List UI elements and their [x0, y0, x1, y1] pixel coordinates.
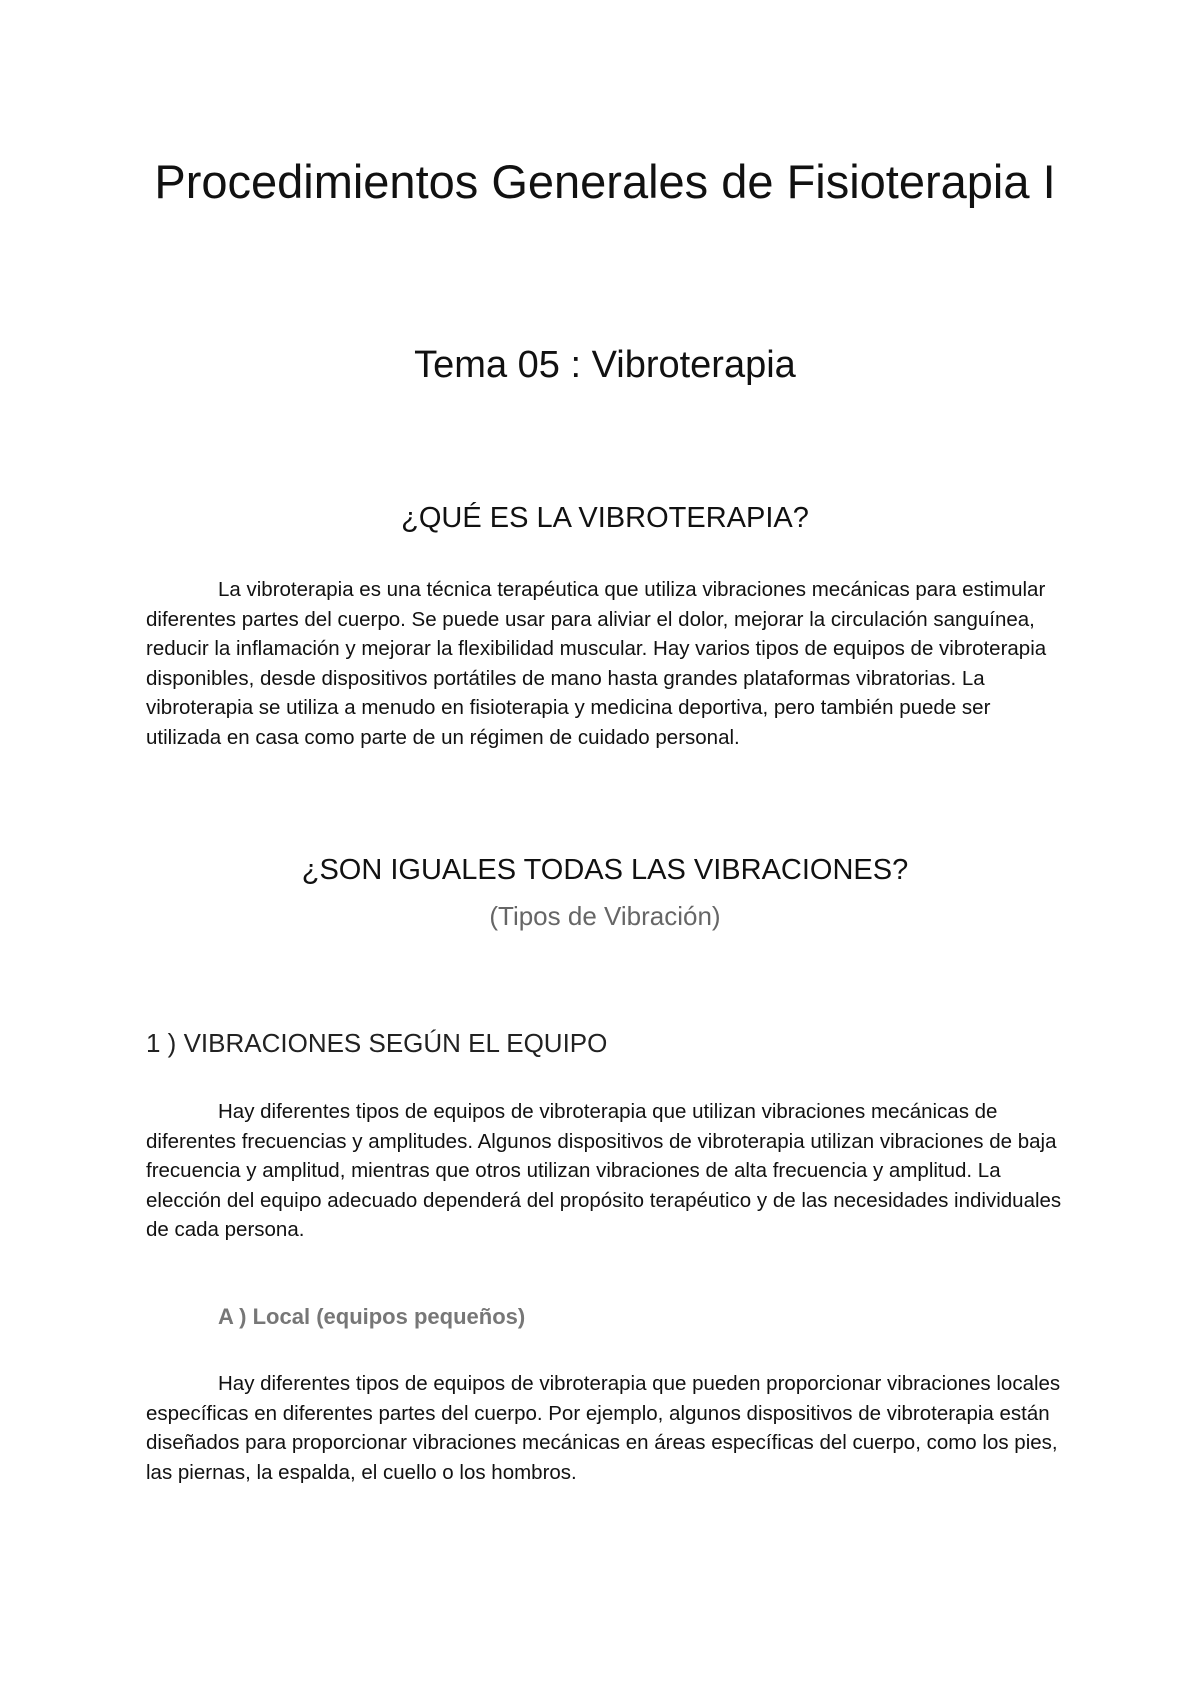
paragraph-que-es: La vibroterapia es una técnica terapéutica que utiliza vibraciones mecánicas para estimular diferentes partes del cuerpo. Se puede usar para aliviar el dolor, mejorar la circulación sanguínea, reducir la inflamación y mejorar la flexibilidad muscular. Hay varios tipos de equipos de vibroterapia disponibles, desde dispositivos portátiles de mano hasta grandes plataformas vibratorias. La vibroterapia se utiliza a menudo en fisioterapia y medicina deportiva, pero también puede ser utilizada en casa como parte de un régimen de cuidado personal.: [146, 578, 1047, 749]
subsection-heading-local: A ) Local (equipos pequeños): [218, 1304, 526, 1329]
section-heading-vibraciones: ¿SON IGUALES TODAS LAS VIBRACIONES?: [301, 854, 909, 886]
section-heading-que-es: ¿QUÉ ES LA VIBROTERAPIA?: [401, 502, 809, 534]
section-heading-segun-equipo: 1 ) VIBRACIONES SEGÚN EL EQUIPO: [146, 1028, 608, 1058]
paragraph-local: Hay diferentes tipos de equipos de vibroterapia que pueden proporcionar vibraciones locales específicas en diferentes partes del cuerpo. Por ejemplo, algunos dispositivos de vibroterapia están diseñados para proporcionar vibraciones mecánicas en áreas específicas del cuerpo, como los pies, las piernas, la espalda, el cuello o los hombros.: [146, 1372, 1061, 1484]
section-subheading-tipos: (Tipos de Vibración): [489, 901, 721, 931]
document-title: Procedimientos Generales de Fisioterapia I: [154, 155, 1056, 208]
paragraph-segun-equipo: Hay diferentes tipos de equipos de vibroterapia que utilizan vibraciones mecánicas de diferentes frecuencias y amplitudes. Algunos dispositivos de vibroterapia utilizan vibraciones de baja frecuencia y amplitud, mientras que otros utilizan vibraciones de alta frecuencia y amplitud. La elección del equipo adecuado dependerá del propósito terapéutico y de las necesidades individuales de cada persona.: [146, 1100, 1062, 1242]
document-subtitle: Tema 05 : Vibroterapia: [414, 344, 796, 386]
